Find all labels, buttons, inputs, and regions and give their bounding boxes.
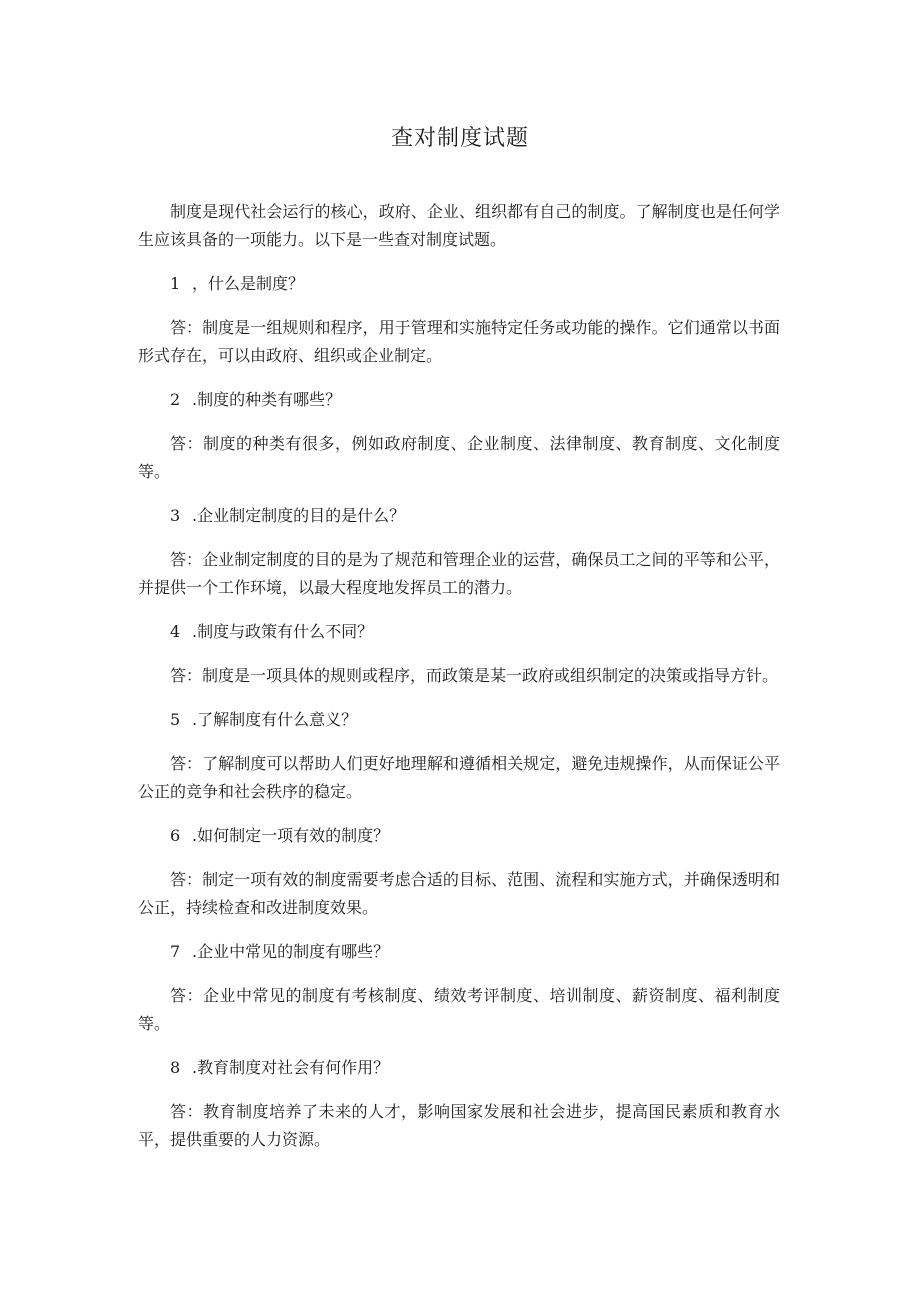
qa-item-8 xyxy=(138,1054,780,1154)
qa-item-6 xyxy=(138,822,780,922)
answer-2: 答：制度的种类有很多，例如政府制度、企业制度、法律制度、教育制度、文化制度等。 xyxy=(138,434,780,481)
answer-8: 答：教育制度培养了未来的人才，影响国家发展和社会进步，提高国民素质和教育水平，提供重要的人力资源。 xyxy=(138,1102,780,1149)
answer-6: 答：制定一项有效的制度需要考虑合适的目标、范围、流程和实施方式，并确保透明和公正，持续检查和改进制度效果。 xyxy=(138,870,780,917)
question-text: .了解制度有什么意义？ xyxy=(192,710,358,729)
qa-item-1 xyxy=(138,270,780,370)
question-1 xyxy=(138,270,780,298)
qa-item-2 xyxy=(138,386,780,486)
document-title: 查对制度试题 xyxy=(390,126,529,151)
answer-1: 答：制度是一组规则和程序，用于管理和实施特定任务或功能的操作。它们通常以书面形式存在，可以由政府、组织或企业制定。 xyxy=(138,318,780,365)
document-body xyxy=(138,198,780,1170)
answer-7: 答：企业中常见的制度有考核制度、绩效考评制度、培训制度、薪资制度、福利制度等。 xyxy=(138,986,780,1033)
qa-item-3 xyxy=(138,502,780,602)
answer-5: 答：了解制度可以帮助人们更好地理解和遵循相关规定，避免违规操作，从而保证公平公正的竞争和社会秩序的稳定。 xyxy=(138,754,780,801)
qa-item-4 xyxy=(138,618,780,690)
question-text: .如何制定一项有效的制度？ xyxy=(192,826,390,845)
question-text: .企业中常见的制度有哪些？ xyxy=(192,942,390,961)
question-6 xyxy=(138,822,780,850)
question-number: 2 xyxy=(170,390,181,409)
answer-3: 答：企业制定制度的目的是为了规范和管理企业的运营，确保员工之间的平等和公平，并提供一个工作环境，以最大程度地发挥员工的潜力。 xyxy=(138,550,780,597)
question-5 xyxy=(138,706,780,734)
question-7 xyxy=(138,938,780,966)
question-number: 7 xyxy=(170,942,181,961)
question-text: .制度的种类有哪些？ xyxy=(192,390,342,409)
question-text: .企业制定制度的目的是什么？ xyxy=(192,506,406,525)
question-text: .教育制度对社会有何作用？ xyxy=(192,1058,390,1077)
question-number: 3 xyxy=(170,506,181,525)
question-text: .制度与政策有什么不同？ xyxy=(192,622,374,641)
question-8 xyxy=(138,1054,780,1082)
question-number: 6 xyxy=(170,826,181,845)
question-number: 5 xyxy=(170,710,181,729)
intro-paragraph: 制度是现代社会运行的核心，政府、企业、组织都有自己的制度。了解制度也是任何学生应该具备的一项能力。以下是一些查对制度试题。 xyxy=(138,202,780,249)
qa-item-5 xyxy=(138,706,780,806)
question-4 xyxy=(138,618,780,646)
question-text: ，什么是制度？ xyxy=(192,274,305,293)
qa-item-7 xyxy=(138,938,780,1038)
question-number: 4 xyxy=(170,622,181,641)
question-number: 8 xyxy=(170,1058,181,1077)
question-3 xyxy=(138,502,780,530)
answer-4: 答：制度是一项具体的规则或程序，而政策是某一政府或组织制定的决策或指导方针。 xyxy=(170,666,779,685)
question-number: 1 xyxy=(170,274,181,293)
question-2 xyxy=(138,386,780,414)
